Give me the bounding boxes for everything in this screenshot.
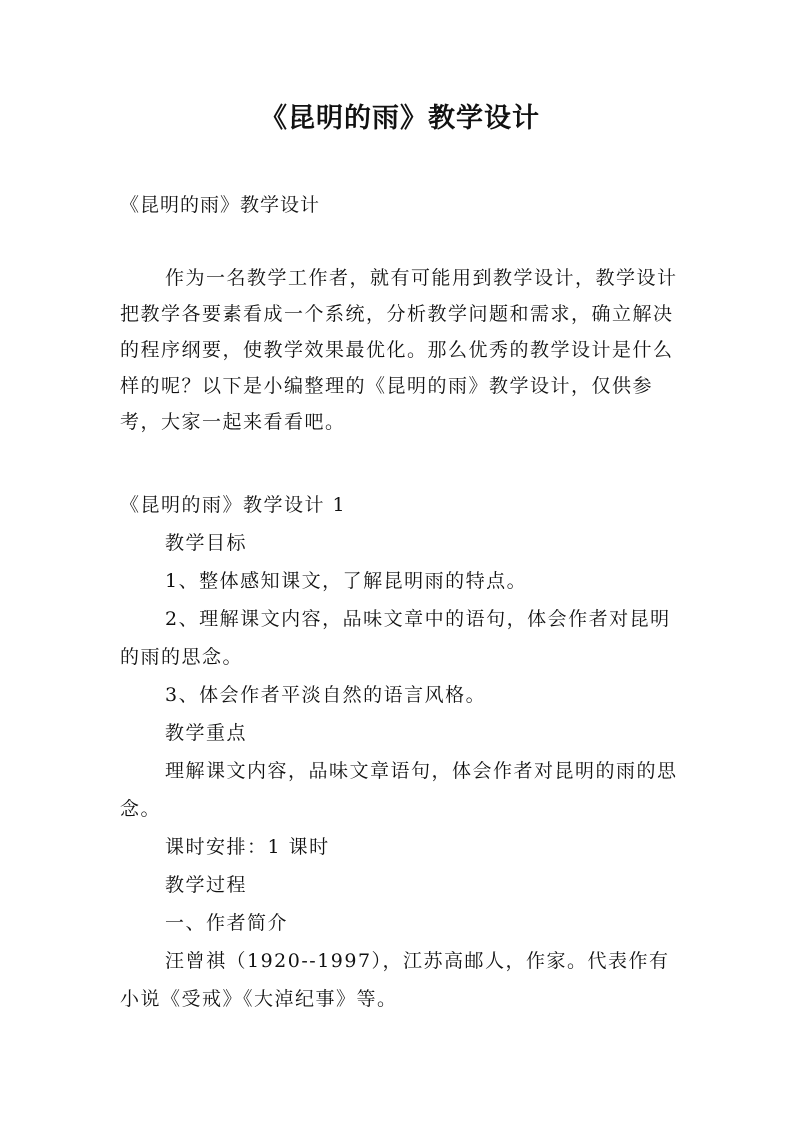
- goal-item-1: 1、整体感知课文，了解昆明雨的特点。: [165, 570, 528, 592]
- heading-teaching-goals: 教学目标: [165, 532, 248, 554]
- section-title: 《昆明的雨》教学设计 1: [120, 494, 347, 516]
- heading-key-points: 教学重点: [165, 722, 248, 744]
- heading-author-intro: 一、作者简介: [165, 912, 289, 934]
- document-subtitle: 《昆明的雨》教学设计: [120, 194, 321, 216]
- class-schedule: 课时安排：1 课时: [165, 836, 330, 858]
- goal-item-2: 2、理解课文内容，品味文章中的语句，体会作者对昆明的雨的思念。: [120, 608, 671, 668]
- intro-paragraph: 作为一名教学工作者，就有可能用到教学设计，教学设计把教学各要素看成一个系统，分析教学问题和需求，确立解决的程序纲要，使教学效果最优化。那么优秀的教学设计是什么样的呢？以下是小编整理的《昆明的雨》教学设计，仅供参考，大家一起来看看吧。: [120, 267, 678, 433]
- key-points-text: 理解课文内容，品味文章语句，体会作者对昆明的雨的思念。: [120, 760, 678, 820]
- author-intro-text: 汪曾祺（1920--1997），江苏高邮人，作家。代表作有小说《受戒》《大淖纪事》等。: [120, 950, 670, 1010]
- goal-item-3: 3、体会作者平淡自然的语言风格。: [165, 684, 487, 706]
- heading-teaching-process: 教学过程: [165, 874, 248, 896]
- lesson-plan-content: [120, 486, 682, 1018]
- document-title: 《昆明的雨》教学设计: [260, 103, 540, 134]
